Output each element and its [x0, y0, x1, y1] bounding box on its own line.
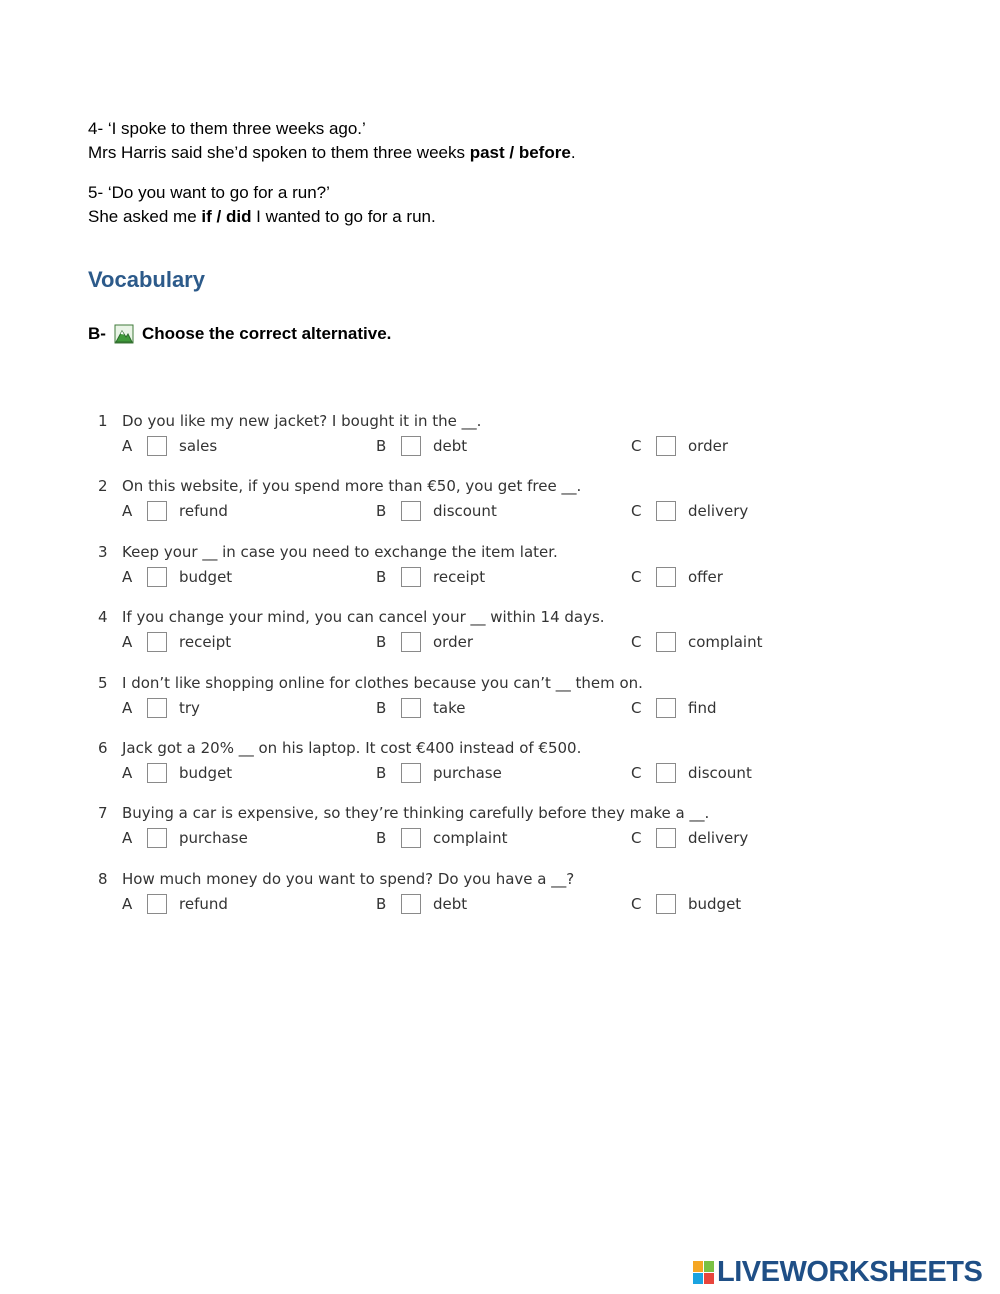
option-checkbox[interactable]	[147, 501, 167, 521]
option-word: refund	[179, 502, 228, 521]
question-text: If you change your mind, you can cancel your __ within 14 days.	[122, 608, 605, 627]
option-checkbox[interactable]	[401, 632, 421, 652]
option-letter: B	[376, 894, 387, 913]
option-word: offer	[688, 567, 723, 586]
option-word: delivery	[688, 502, 749, 521]
question-row	[0, 737, 1000, 799]
option-letter: A	[122, 829, 133, 848]
option-checkbox[interactable]	[401, 567, 421, 587]
option-checkbox[interactable]	[147, 894, 167, 914]
option-word: budget	[179, 764, 233, 782]
option-word: refund	[179, 894, 228, 913]
option-checkbox[interactable]	[147, 436, 167, 456]
option-word: discount	[433, 502, 497, 521]
logo-text: LIVEWORKSHEETS	[717, 1256, 983, 1288]
option-word: delivery	[688, 829, 749, 848]
option-letter: C	[631, 698, 642, 717]
option-letter: A	[122, 437, 133, 455]
option-letter: B	[376, 698, 387, 717]
question-number: 5	[98, 673, 108, 692]
option-letter: C	[631, 502, 642, 521]
option-checkbox[interactable]	[401, 436, 421, 456]
question-row	[0, 868, 1000, 930]
mountain-icon	[114, 324, 134, 344]
option-checkbox[interactable]	[147, 567, 167, 587]
option-word: budget	[688, 894, 742, 913]
option-word: complaint	[688, 633, 763, 652]
option-checkbox[interactable]	[656, 828, 676, 848]
question-text: Buying a car is expensive, so they’re thinking carefully before they make a __.	[122, 804, 710, 823]
option-checkbox[interactable]	[656, 894, 676, 914]
question-number: 3	[98, 542, 108, 561]
question-text: On this website, if you spend more than €50, you get free __.	[122, 477, 582, 496]
option-word: complaint	[433, 829, 508, 848]
option-checkbox[interactable]	[656, 763, 676, 783]
liveworksheets-logo	[693, 1256, 982, 1289]
question-row	[0, 606, 1000, 668]
option-checkbox[interactable]	[656, 632, 676, 652]
option-letter: B	[376, 764, 387, 782]
option-word: receipt	[433, 567, 486, 586]
grammar-item-4-report	[88, 141, 576, 165]
option-letter: C	[631, 894, 642, 913]
option-checkbox[interactable]	[147, 632, 167, 652]
option-letter: B	[376, 829, 387, 848]
option-checkbox[interactable]	[147, 828, 167, 848]
option-checkbox[interactable]	[147, 763, 167, 783]
question-text: Do you like my new jacket? I bought it in the __.	[122, 412, 482, 430]
option-checkbox[interactable]	[656, 698, 676, 718]
section-heading: Vocabulary	[88, 267, 205, 292]
question-row	[0, 541, 1000, 603]
question-row	[0, 410, 1000, 472]
grammar-item-5-report	[88, 205, 436, 229]
option-letter: A	[122, 764, 133, 782]
option-letter: A	[122, 894, 133, 913]
option-word: order	[433, 633, 473, 652]
option-letter: B	[376, 633, 387, 652]
option-letter: A	[122, 698, 133, 717]
question-number: 7	[98, 804, 108, 823]
option-letter: C	[631, 567, 642, 586]
option-letter: A	[122, 567, 133, 586]
question-row	[0, 672, 1000, 734]
option-word: order	[688, 437, 728, 455]
choice-words: if / did	[201, 207, 252, 226]
question-row	[0, 802, 1000, 864]
option-checkbox[interactable]	[401, 501, 421, 521]
option-word: budget	[179, 567, 233, 586]
report-text-end: I wanted to go for a run.	[251, 207, 436, 226]
option-letter: B	[376, 502, 387, 521]
option-checkbox[interactable]	[656, 436, 676, 456]
option-letter: B	[376, 437, 387, 455]
question-number: 2	[98, 477, 108, 496]
question-number: 6	[98, 739, 108, 757]
option-word: take	[433, 698, 466, 717]
option-letter: B	[376, 567, 387, 586]
option-checkbox[interactable]	[401, 763, 421, 783]
option-word: debt	[433, 437, 468, 455]
question-number: 1	[98, 412, 108, 430]
question-text: Jack got a 20% __ on his laptop. It cost €400 instead of €500.	[122, 739, 582, 757]
instruction	[88, 324, 391, 344]
option-word: debt	[433, 894, 468, 913]
question-row	[0, 475, 1000, 537]
option-word: discount	[688, 764, 752, 782]
report-text: She asked me	[88, 207, 202, 226]
option-word: try	[179, 698, 200, 717]
option-checkbox[interactable]	[401, 828, 421, 848]
choice-words: past / before	[469, 143, 571, 162]
option-word: receipt	[179, 633, 232, 652]
grammar-item-5-quote: 5- ‘Do you want to go for a run?’	[88, 183, 330, 202]
question-number: 4	[98, 608, 108, 627]
option-letter: C	[631, 764, 642, 782]
grammar-item-4-quote: 4- ‘I spoke to them three weeks ago.’	[88, 119, 366, 138]
liveworksheets-logo-icon	[693, 1261, 715, 1285]
option-word: find	[688, 698, 717, 717]
option-checkbox[interactable]	[656, 501, 676, 521]
question-text: How much money do you want to spend? Do you have a __?	[122, 869, 575, 888]
option-letter: C	[631, 437, 642, 455]
option-word: purchase	[433, 764, 502, 782]
option-word: purchase	[179, 829, 248, 848]
question-number: 8	[98, 869, 108, 888]
instruction-prefix: B-	[88, 324, 106, 343]
option-checkbox[interactable]	[401, 894, 421, 914]
report-text: Mrs Harris said she’d spoken to them three weeks	[88, 143, 470, 162]
question-text: Keep your __ in case you need to exchange the item later.	[122, 542, 558, 561]
option-letter: A	[122, 502, 133, 521]
option-checkbox[interactable]	[401, 698, 421, 718]
option-checkbox[interactable]	[147, 698, 167, 718]
option-letter: C	[631, 829, 642, 848]
question-text: I don’t like shopping online for clothes because you can’t __ them on.	[122, 673, 643, 692]
option-checkbox[interactable]	[656, 567, 676, 587]
option-word: sales	[179, 437, 218, 455]
report-text-end: .	[570, 143, 576, 162]
instruction-text: Choose the correct alternative.	[141, 324, 392, 343]
option-letter: C	[631, 633, 642, 652]
option-letter: A	[122, 633, 133, 652]
